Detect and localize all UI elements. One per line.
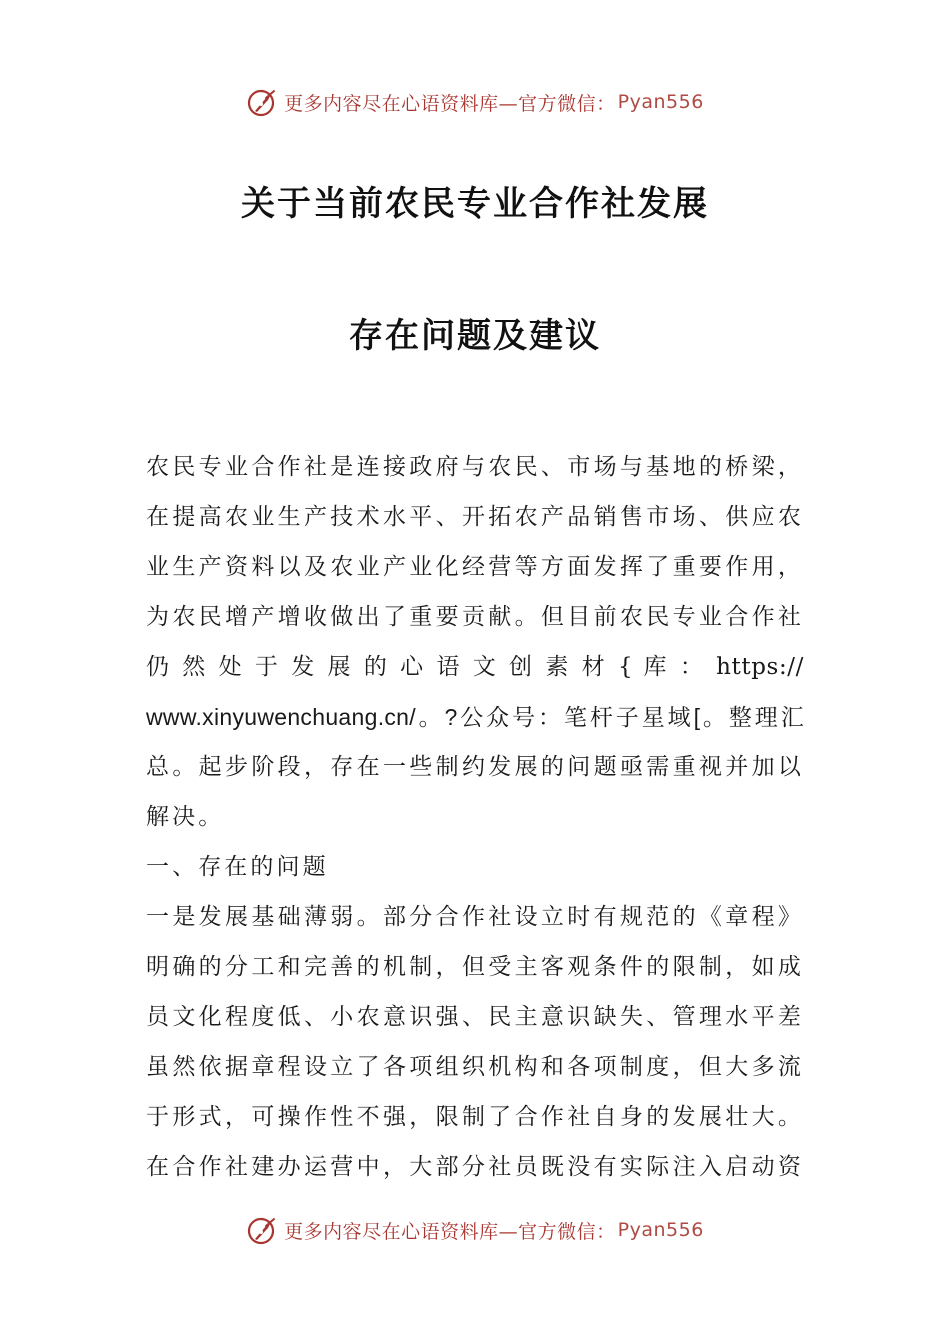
document-title-line-1: 关于当前农民专业合作社发展 xyxy=(241,184,709,224)
watermark-text: 更多内容尽在心语资料库—官方微信： xyxy=(284,1220,616,1243)
body-line: 业生产资料以及农业产业化经营等方面发挥了重要作用， xyxy=(146,554,804,580)
watermark-text: 更多内容尽在心语资料库—官方微信： xyxy=(284,92,616,115)
footer-watermark xyxy=(0,1210,950,1250)
body-line: 农民专业合作社是连接政府与农民、市场与基地的桥梁， xyxy=(146,454,804,480)
watermark-wechat-id: Pyan556 xyxy=(617,91,704,113)
watermark-wechat-id: Pyan556 xyxy=(617,1219,704,1241)
pen-nib-circle-icon xyxy=(246,85,280,119)
section-heading: 一、存在的问题 xyxy=(146,854,329,880)
body-line: 一是发展基础薄弱。部分合作社设立时有规范的《章程》 xyxy=(146,904,804,930)
header-watermark xyxy=(0,82,950,122)
pen-nib-circle-icon xyxy=(246,1213,280,1247)
body-line: 总。起步阶段，存在一些制约发展的问题亟需重视并加以 xyxy=(146,754,804,780)
body-line: 明确的分工和完善的机制，但受主客观条件的限制，如成 xyxy=(146,954,804,980)
body-line: 为农民增产增收做出了重要贡献。但目前农民专业合作社 xyxy=(146,604,804,630)
body-line: 解决。 xyxy=(146,804,225,830)
document-body xyxy=(146,442,804,1192)
body-line: 虽然依据章程设立了各项组织机构和各项制度，但大多流 xyxy=(146,1054,804,1080)
body-line: 在提高农业生产技术水平、开拓农产品销售市场、供应农 xyxy=(146,504,804,530)
document-title-line-2: 存在问题及建议 xyxy=(349,316,601,356)
body-line: 在合作社建办运营中，大部分社员既没有实际注入启动资 xyxy=(146,1154,804,1180)
body-line: 于形式，可操作性不强，限制了合作社自身的发展壮大。 xyxy=(146,1104,804,1130)
body-line: www.xinyuwenchuang.cn/。?公众号：笔杆子星域[。整理汇 xyxy=(146,704,804,730)
body-line: 仍 然 处 于 发 展 的 心 语 文 创 素 材 { 库 ： https:// xyxy=(146,654,804,680)
body-line: 员文化程度低、小农意识强、民主意识缺失、管理水平差 xyxy=(146,1004,804,1030)
